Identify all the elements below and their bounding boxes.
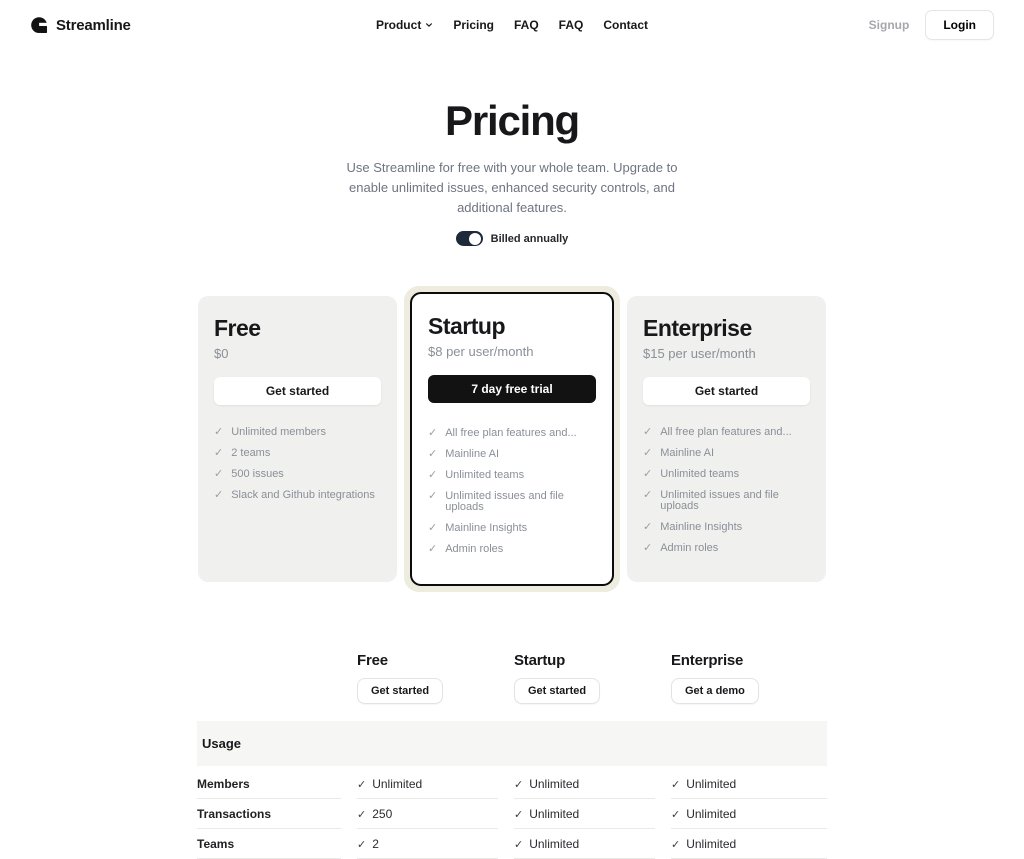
brand-logo[interactable] (30, 16, 131, 35)
plan-name: Free (214, 315, 261, 342)
value-text: Unlimited (686, 837, 737, 852)
feature-label: Unlimited teams (445, 469, 525, 482)
feature-item (428, 522, 596, 535)
row-value-enterprise (671, 769, 827, 799)
feature-label: Unlimited members (231, 426, 326, 439)
feature-item (643, 468, 810, 481)
table-row (197, 829, 827, 859)
check-icon: ✓ (428, 448, 438, 461)
row-value-enterprise (671, 799, 827, 829)
value-text: 2 (372, 837, 379, 852)
comparison-header-row (197, 652, 827, 704)
check-icon: ✓ (357, 839, 367, 852)
value-text: 250 (372, 807, 393, 822)
compare-free-get-started-button[interactable]: Get started (357, 678, 443, 704)
feature-item (428, 490, 596, 514)
row-value-free (357, 829, 498, 859)
plan-price: $15 per user/month (643, 346, 756, 362)
feature-item (643, 521, 810, 534)
feature-label: 2 teams (231, 447, 271, 460)
plan-cards (198, 296, 826, 582)
nav-item-faq-2[interactable]: FAQ (558, 18, 584, 32)
value-text: Unlimited (529, 777, 580, 792)
feature-item (643, 489, 810, 513)
check-icon: ✓ (428, 522, 438, 535)
check-icon: ✓ (514, 809, 524, 822)
plan-card-startup (410, 292, 614, 586)
table-row (197, 769, 827, 799)
feature-item (214, 468, 381, 481)
feature-item (428, 543, 596, 556)
check-icon: ✓ (643, 447, 653, 460)
check-icon: ✓ (671, 809, 681, 822)
check-icon: ✓ (214, 447, 224, 460)
column-plan-name: Startup (514, 652, 566, 670)
feature-item (214, 426, 381, 439)
value-text: Unlimited (372, 777, 423, 792)
feature-label: Unlimited teams (660, 468, 740, 481)
check-icon: ✓ (357, 809, 367, 822)
feature-item (643, 447, 810, 460)
feature-label: Unlimited issues and file uploads (445, 490, 564, 514)
check-icon: ✓ (428, 427, 438, 440)
login-button[interactable]: Login (925, 10, 994, 40)
nav-item-product[interactable]: Product (376, 18, 433, 32)
feature-label: Unlimited issues and file uploads (660, 489, 779, 513)
value-text: Unlimited (529, 807, 580, 822)
plan-card-enterprise (627, 296, 826, 582)
enterprise-get-started-button[interactable]: Get started (643, 377, 810, 405)
feature-label: Admin roles (660, 542, 719, 555)
check-icon: ✓ (357, 779, 367, 792)
nav-item-contact[interactable]: Contact (603, 18, 649, 32)
feature-item (643, 426, 810, 439)
column-plan-name: Free (357, 652, 388, 670)
plan-price: $0 (214, 346, 229, 362)
plan-card-free (198, 296, 397, 582)
check-icon: ✓ (214, 426, 224, 439)
comparison-header-spacer (197, 652, 357, 704)
feature-item (214, 489, 381, 502)
check-icon: ✓ (671, 839, 681, 852)
feature-label: All free plan features and... (660, 426, 792, 439)
chevron-down-icon (425, 21, 433, 29)
usage-rows (197, 769, 827, 859)
row-value-enterprise (671, 829, 827, 859)
plan-comparison-table (197, 652, 827, 859)
main-nav (376, 18, 648, 32)
row-label: Teams (197, 829, 341, 859)
check-icon: ✓ (214, 489, 224, 502)
signup-link[interactable]: Signup (868, 18, 910, 32)
compare-enterprise-get-demo-button[interactable]: Get a demo (671, 678, 759, 704)
feature-label: Mainline Insights (445, 522, 528, 535)
check-icon: ✓ (643, 468, 653, 481)
page-subtitle: Use Streamline for free with your whole team. Upgrade to enable unlimited issues, enhanced security controls, and additional features. (346, 160, 678, 216)
billing-toggle-row (0, 231, 1024, 246)
feature-label: All free plan features and... (445, 427, 577, 440)
check-icon: ✓ (643, 426, 653, 439)
plan-price: $8 per user/month (428, 344, 534, 360)
check-icon: ✓ (428, 469, 438, 482)
streamline-logo-icon (30, 16, 49, 35)
row-value-free (357, 769, 498, 799)
plan-card-startup-highlight-ring (404, 286, 620, 592)
page-title: Pricing (445, 97, 579, 144)
comparison-column-startup (514, 652, 671, 704)
row-value-startup (514, 829, 655, 859)
toggle-knob (469, 233, 481, 245)
billing-toggle-label: Billed annually (490, 232, 569, 245)
check-icon: ✓ (428, 490, 438, 503)
feature-label: Admin roles (445, 543, 504, 556)
feature-label: Mainline AI (660, 447, 715, 460)
plan-name: Startup (428, 313, 505, 340)
row-label: Transactions (197, 799, 341, 829)
value-text: Unlimited (529, 837, 580, 852)
check-icon: ✓ (643, 489, 653, 502)
section-title: Usage (202, 736, 242, 752)
check-icon: ✓ (643, 521, 653, 534)
feature-item (214, 447, 381, 460)
nav-item-faq-1[interactable]: FAQ (514, 18, 539, 32)
check-icon: ✓ (428, 543, 438, 556)
compare-startup-get-started-button[interactable]: Get started (514, 678, 600, 704)
check-icon: ✓ (671, 779, 681, 792)
free-get-started-button[interactable]: Get started (214, 377, 381, 405)
plan-feature-list (428, 427, 596, 556)
feature-label: Slack and Github integrations (231, 489, 375, 502)
value-text: Unlimited (686, 807, 737, 822)
header-actions (869, 10, 994, 40)
feature-item (428, 448, 596, 461)
check-icon: ✓ (643, 542, 653, 555)
check-icon: ✓ (214, 468, 224, 481)
feature-label: Mainline Insights (660, 521, 743, 534)
feature-item (643, 542, 810, 555)
row-value-startup (514, 799, 655, 829)
plan-feature-list (214, 426, 381, 502)
plan-name: Enterprise (643, 315, 752, 342)
usage-section-header (197, 721, 827, 766)
table-row (197, 799, 827, 829)
feature-item (428, 427, 596, 440)
feature-label: Mainline AI (445, 448, 500, 461)
comparison-column-free (357, 652, 514, 704)
column-plan-name: Enterprise (671, 652, 744, 670)
nav-item-pricing[interactable]: Pricing (453, 18, 495, 32)
feature-item (428, 469, 596, 482)
row-value-startup (514, 769, 655, 799)
plan-feature-list (643, 426, 810, 555)
comparison-column-enterprise (671, 652, 827, 704)
brand-name: Streamline (56, 16, 131, 34)
pricing-hero (0, 97, 1024, 246)
value-text: Unlimited (686, 777, 737, 792)
billed-annually-toggle[interactable] (456, 231, 483, 246)
top-navigation-bar (0, 0, 1024, 50)
startup-free-trial-button[interactable]: 7 day free trial (428, 375, 596, 403)
row-value-free (357, 799, 498, 829)
feature-label: 500 issues (231, 468, 284, 481)
row-label: Members (197, 769, 341, 799)
check-icon: ✓ (514, 779, 524, 792)
check-icon: ✓ (514, 839, 524, 852)
